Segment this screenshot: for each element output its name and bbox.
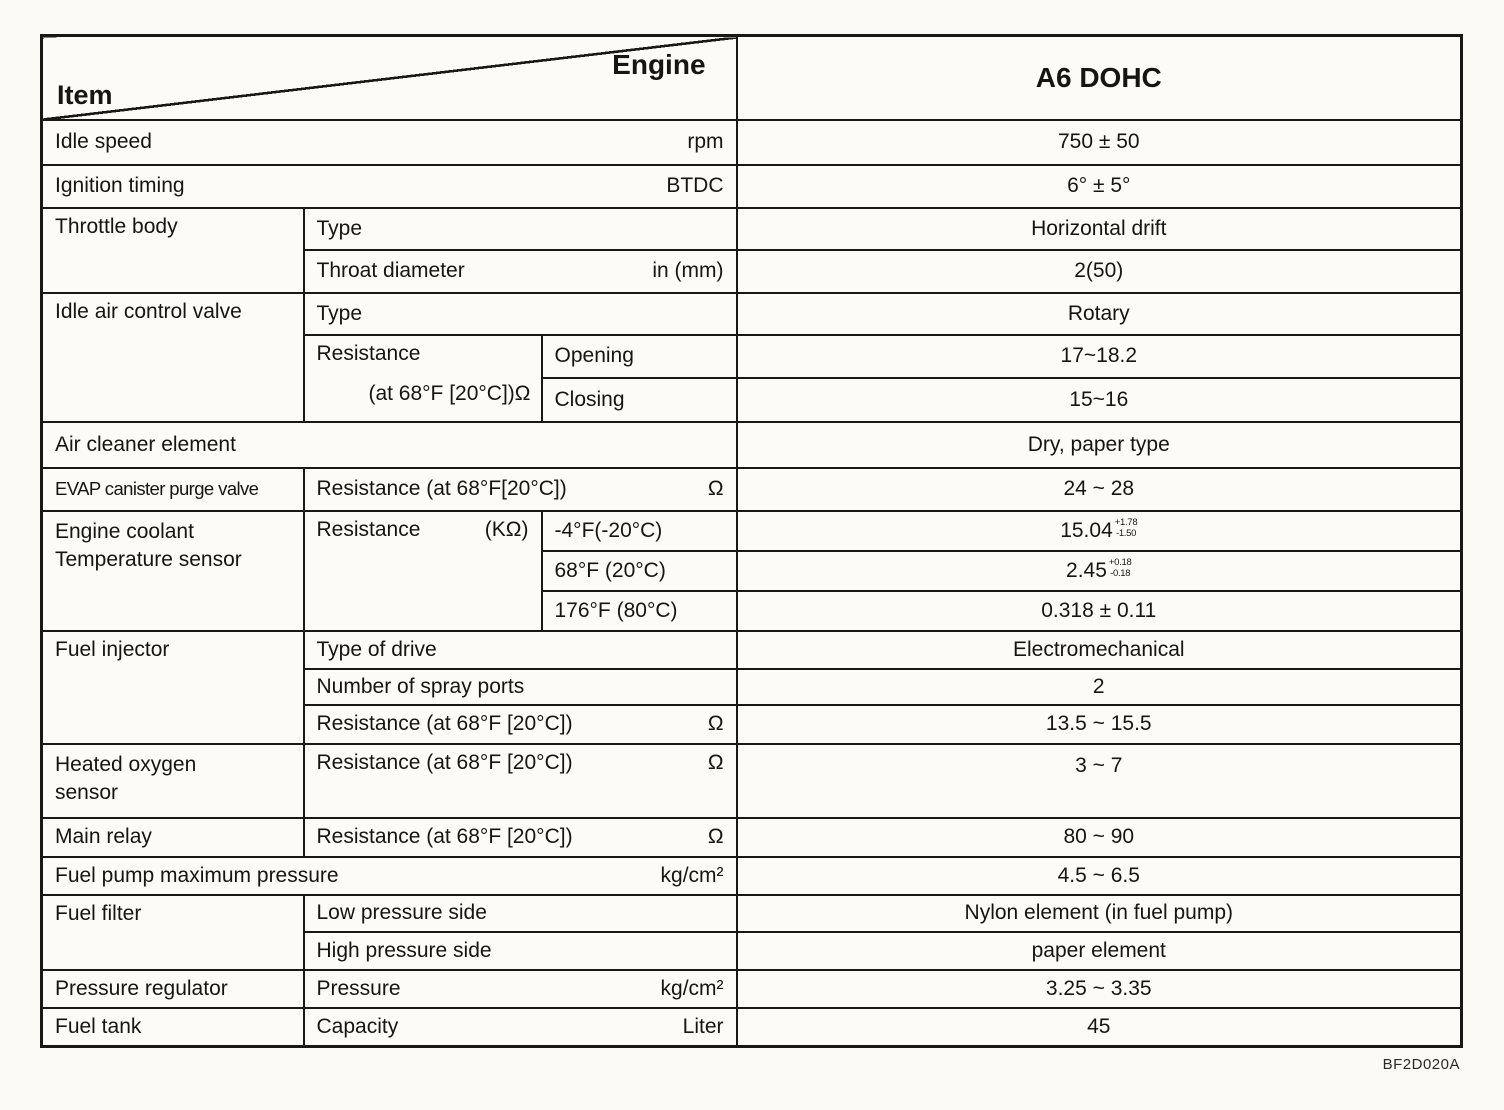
- injector-resistance-cell: [304, 705, 737, 744]
- coolant-resistance-label: Resistance: [316, 517, 421, 541]
- row-idle-speed: [42, 120, 1462, 165]
- heated-oxygen-value: 3 ~ 7: [737, 744, 1462, 818]
- iacv-opening-value: 17~18.2: [737, 335, 1462, 378]
- row-air-cleaner: [42, 422, 1462, 468]
- coolant-temp3-label: 176°F (80°C): [542, 591, 737, 631]
- item-fuel-tank: Fuel tank: [42, 1008, 304, 1047]
- row-heated-oxygen: [42, 744, 1462, 818]
- item-fuel-injector: Fuel injector: [42, 631, 304, 744]
- header-engine-label: Engine: [612, 49, 706, 80]
- row-coolant-temp1: [42, 511, 1462, 551]
- tank-capacity-cell: [304, 1008, 737, 1047]
- coolant-temp2-label: 68°F (20°C): [542, 551, 737, 591]
- row-fuel-tank: [42, 1008, 1462, 1047]
- item-throttle-body: Throttle body: [42, 208, 304, 293]
- row-ignition-timing: [42, 165, 1462, 208]
- fuel-pump-unit: kg/cm²: [660, 863, 724, 887]
- figure-code: BF2D020A: [1382, 1056, 1460, 1073]
- air-cleaner-label: Air cleaner element: [42, 422, 737, 468]
- header-engine-value: A6 DOHC: [737, 36, 1462, 120]
- row-throttle-type: [42, 208, 1462, 250]
- throat-diameter-cell: [304, 250, 737, 293]
- regulator-pressure-unit: kg/cm²: [660, 976, 724, 1000]
- coolant-temp1-tolerance: +1.78 -1.50: [1114, 517, 1138, 539]
- heated-oxygen-omega-unit: Ω: [707, 750, 724, 774]
- injector-drive-label: Type of drive: [304, 631, 737, 669]
- injector-drive-value: Electromechanical: [737, 631, 1462, 669]
- evap-resistance-label: Resistance (at 68°F[20°C]): [316, 477, 567, 500]
- fuel-pump-value: 4.5 ~ 6.5: [737, 857, 1462, 895]
- item-evap-valve: EVAP canister purge valve: [42, 468, 304, 511]
- iacv-opening-label: Opening: [542, 335, 737, 378]
- row-iacv-type: [42, 293, 1462, 335]
- idle-speed-label: Idle speed: [55, 130, 152, 153]
- iacv-resistance-cell: [304, 335, 542, 422]
- manual-page: [40, 34, 1462, 1073]
- filter-low-value: Nylon element (in fuel pump): [737, 895, 1462, 932]
- regulator-pressure-label: Pressure: [316, 976, 401, 1000]
- ignition-timing-unit: BTDC: [666, 174, 724, 197]
- coolant-temp2-nominal: 2.45: [1066, 558, 1107, 582]
- idle-speed-cell: [42, 120, 737, 165]
- iacv-resistance-condition: (at 68°F [20°C])Ω: [368, 381, 531, 405]
- throttle-type-value: Horizontal drift: [737, 208, 1462, 250]
- header-item-label: Item: [57, 79, 113, 110]
- heated-oxygen-resistance-label: Resistance (at 68°F [20°C]): [316, 750, 573, 774]
- idle-speed-value: 750 ± 50: [737, 120, 1462, 165]
- coolant-resistance-cell: [304, 511, 542, 631]
- filter-high-label: High pressure side: [304, 932, 737, 970]
- item-coolant-sensor: [42, 511, 304, 631]
- throat-diameter-value: 2(50): [737, 250, 1462, 293]
- ignition-timing-cell: [42, 165, 737, 208]
- tank-capacity-label: Capacity: [316, 1014, 399, 1038]
- evap-omega-unit: Ω: [707, 477, 724, 500]
- iacv-type-label: Type: [304, 293, 737, 335]
- iacv-closing-value: 15~16: [737, 378, 1462, 422]
- regulator-pressure-value: 3.25 ~ 3.35: [737, 970, 1462, 1008]
- tank-capacity-value: 45: [737, 1008, 1462, 1047]
- coolant-temp1-label: -4°F(-20°C): [542, 511, 737, 551]
- fuel-pump-label: Fuel pump maximum pressure: [55, 863, 339, 887]
- coolant-temp1-value: [737, 511, 1462, 551]
- air-cleaner-value: Dry, paper type: [737, 422, 1462, 468]
- item-pressure-regulator: Pressure regulator: [42, 970, 304, 1008]
- ignition-timing-value: 6° ± 5°: [737, 165, 1462, 208]
- throat-diameter-unit: in (mm): [652, 259, 724, 282]
- coolant-temp1-nominal: 15.04: [1060, 518, 1113, 542]
- heated-oxygen-label-line1: Heated oxygen: [55, 752, 197, 776]
- injector-omega-unit: Ω: [707, 712, 724, 735]
- heated-oxygen-label-line2: sensor: [55, 780, 119, 804]
- coolant-temp3-value: 0.318 ± 0.11: [737, 591, 1462, 631]
- row-fuel-pump: [42, 857, 1462, 895]
- row-injector-drive: [42, 631, 1462, 669]
- row-filter-low: [42, 895, 1462, 932]
- regulator-pressure-cell: [304, 970, 737, 1008]
- row-pressure-regulator: [42, 970, 1462, 1008]
- row-evap: [42, 468, 1462, 511]
- injector-ports-label: Number of spray ports: [304, 669, 737, 705]
- ignition-timing-label: Ignition timing: [55, 174, 185, 197]
- engine-spec-table: [40, 34, 1463, 1048]
- coolant-temp2-value: [737, 551, 1462, 591]
- injector-ports-value: 2: [737, 669, 1462, 705]
- iacv-resistance-label: Resistance: [316, 341, 421, 365]
- coolant-resistance-unit: (KΩ): [484, 517, 529, 541]
- item-idle-air-control-valve: Idle air control valve: [42, 293, 304, 422]
- throat-diameter-label: Throat diameter: [316, 259, 465, 282]
- filter-low-label: Low pressure side: [304, 895, 737, 932]
- filter-high-value: paper element: [737, 932, 1462, 970]
- coolant-sensor-label-line2: Temperature sensor: [55, 547, 242, 571]
- main-relay-resistance-label: Resistance (at 68°F [20°C]): [316, 825, 573, 848]
- item-heated-oxygen-sensor: [42, 744, 304, 818]
- fuel-pump-cell: [42, 857, 737, 895]
- header-item-engine-cell: [42, 36, 737, 120]
- iacv-type-value: Rotary: [737, 293, 1462, 335]
- main-relay-value: 80 ~ 90: [737, 818, 1462, 857]
- tank-capacity-unit: Liter: [682, 1014, 724, 1038]
- idle-speed-unit: rpm: [687, 130, 724, 153]
- coolant-temp2-tolerance: +0.18 -0.18: [1108, 557, 1132, 579]
- item-main-relay: Main relay: [42, 818, 304, 857]
- injector-resistance-label: Resistance (at 68°F [20°C]): [316, 712, 573, 735]
- evap-value: 24 ~ 28: [737, 468, 1462, 511]
- coolant-sensor-label-line1: Engine coolant: [55, 519, 194, 543]
- throttle-type-label: Type: [304, 208, 737, 250]
- header-row: [42, 36, 1462, 120]
- injector-resistance-value: 13.5 ~ 15.5: [737, 705, 1462, 744]
- heated-oxygen-resistance-cell: [304, 744, 737, 818]
- main-relay-resistance-cell: [304, 818, 737, 857]
- evap-resistance-cell: [304, 468, 737, 511]
- iacv-closing-label: Closing: [542, 378, 737, 422]
- row-main-relay: [42, 818, 1462, 857]
- main-relay-omega-unit: Ω: [707, 825, 724, 848]
- item-fuel-filter: Fuel filter: [42, 895, 304, 970]
